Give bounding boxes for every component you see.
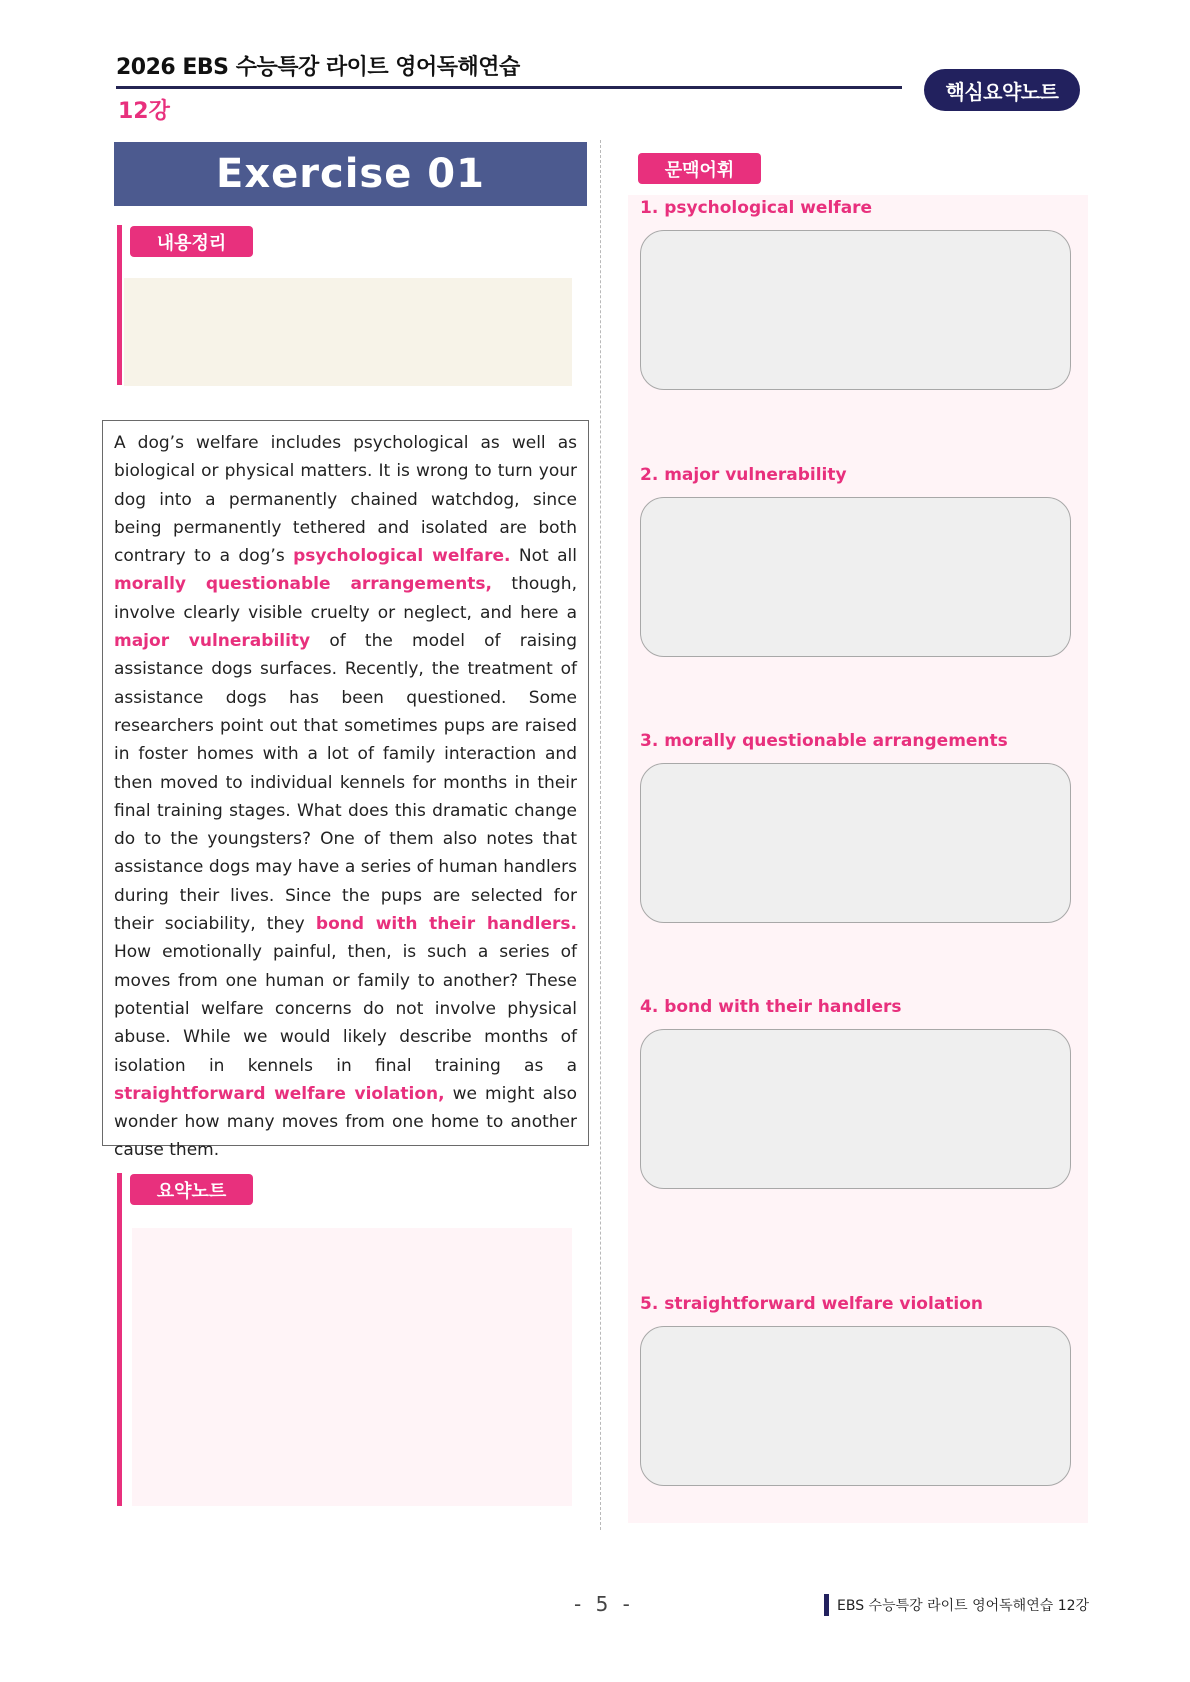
- document-title: 2026 EBS 수능특강 라이트 영어독해연습: [116, 55, 520, 80]
- highlighted-phrase: major vulnerability: [114, 631, 311, 652]
- header-divider: [116, 86, 902, 89]
- vocab-item-3-answer-box[interactable]: [640, 763, 1071, 923]
- footer-bar: [824, 1594, 829, 1616]
- vocab-item-1-title: 1. psychological welfare: [640, 198, 873, 218]
- vocab-item-4-answer-box[interactable]: [640, 1029, 1071, 1189]
- highlighted-phrase: psychological welfare.: [293, 546, 511, 567]
- content-section-label: 내용정리: [130, 226, 253, 257]
- summary-section-label: 요약노트: [130, 1174, 253, 1205]
- passage-text: A dog’s welfare includes psychological as well as biological or physical matters. It is wrong to turn your dog into a permanently chained watchdog, since being permanently tethered and isolated are both contrary to a dog’s: [114, 433, 577, 567]
- vocab-item-2-answer-box[interactable]: [640, 497, 1071, 657]
- vocab-item-1-answer-box[interactable]: [640, 230, 1071, 390]
- vocab-section-label: 문맥어휘: [638, 153, 761, 184]
- footer-text: EBS 수능특강 라이트 영어독해연습 12강: [837, 1598, 1090, 1614]
- passage-text: of the model of raising assistance dogs surfaces. Recently, the treatment of assistance dogs has been questioned. Some researchers point out that sometimes pups are raised in foster homes with a lot of family interaction and then moved to individual kennels for months in their final training stages. What does this dramatic change do to the youngsters? One of them also notes that assistance dogs may have a series of human handlers during their lives. Since the pups are selected for their sociability, they: [114, 631, 577, 935]
- passage-text: though, involve clearly visible cruelty or neglect, and here a: [114, 574, 577, 623]
- exercise-title: Exercise 01: [114, 142, 587, 206]
- content-section-bar: [117, 225, 122, 385]
- column-divider: [600, 140, 601, 1530]
- vocab-item-4-title: 4. bond with their handlers: [640, 997, 902, 1017]
- highlighted-phrase: bond with their handlers.: [315, 914, 577, 935]
- reading-passage: [102, 420, 589, 1161]
- footer: [824, 1594, 1089, 1616]
- highlighted-phrase: morally questionable arrangements,: [114, 574, 493, 595]
- passage-text: How emotionally painful, then, is such a series of moves from one human or family to another? These potential welfare concerns do not involve physical abuse. While we would likely describe months of isolation in kennels in final training as a: [114, 942, 577, 1076]
- vocab-item-5-answer-box[interactable]: [640, 1326, 1071, 1486]
- passage-text: Not all: [510, 546, 577, 567]
- lesson-number: 12강: [118, 99, 170, 124]
- summary-section-bar: [117, 1173, 122, 1506]
- highlighted-phrase: straightforward welfare violation,: [114, 1083, 445, 1104]
- vocab-item-3-title: 3. morally questionable arrangements: [640, 731, 1008, 751]
- vocab-item-5-title: 5. straightforward welfare violation: [640, 1294, 984, 1314]
- page-number: - 5 -: [574, 1592, 634, 1616]
- core-summary-badge: 핵심요약노트: [924, 69, 1080, 111]
- content-summary-area[interactable]: [124, 278, 572, 386]
- passage-text: we might also wonder how many moves from one home to another cause them.: [114, 1083, 577, 1161]
- vocab-item-2-title: 2. major vulnerability: [640, 465, 847, 485]
- summary-note-area[interactable]: [132, 1228, 572, 1506]
